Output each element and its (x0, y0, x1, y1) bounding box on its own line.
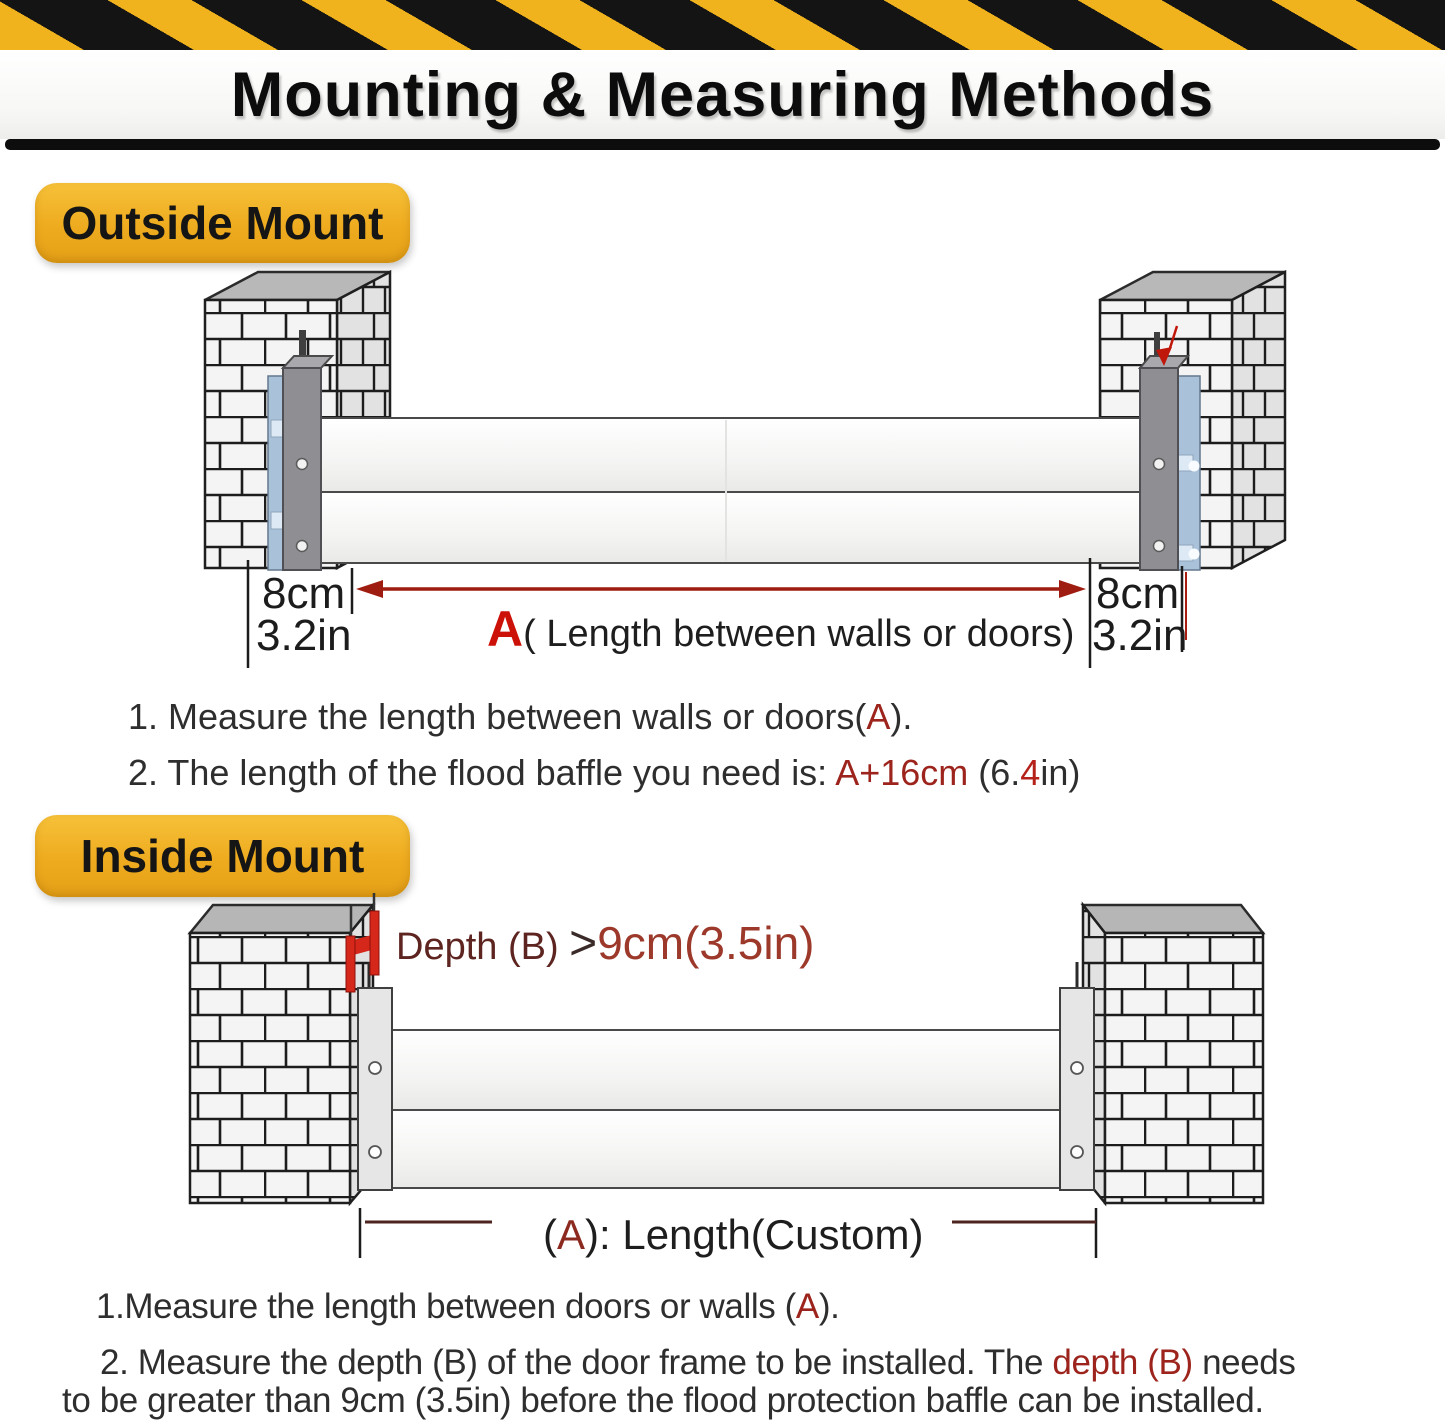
pillar-front-face (190, 933, 350, 1203)
screw-hole (1154, 541, 1165, 552)
length-label-A: A (557, 1211, 586, 1258)
inside-step-2-depth: depth (B) (1052, 1343, 1193, 1382)
rail-bolt (1189, 549, 1200, 560)
outside-step-2-formula: A+16cm (835, 752, 969, 793)
dim-a-letter: A (487, 601, 524, 657)
flood-barrier-outside (318, 418, 1140, 563)
screw-hole (369, 1062, 381, 1074)
inside-step-2-text: 2. Measure the depth (B) of the door frame to be installed. The (100, 1343, 1053, 1382)
depth-value: 9cm(3.5in) (597, 917, 815, 969)
dimension-arrow-A (356, 580, 1086, 598)
dim-right-cm: 8cm (1096, 569, 1180, 618)
outside-step-2-text: 2. The length of the flood baffle you need is: (128, 752, 836, 793)
screw-hole (297, 459, 308, 470)
pillar-front-face (1105, 933, 1263, 1203)
dim-a-label (487, 601, 1074, 657)
screw-hole (1154, 459, 1165, 470)
dim-left-in: 3.2in (256, 611, 352, 660)
inside-channel-right (1060, 962, 1094, 1190)
outside-step-1-A: A (866, 696, 891, 737)
outside-step-2 (128, 752, 1080, 794)
flood-barrier-inside (392, 1030, 1060, 1188)
outside-step-1 (128, 696, 912, 738)
arrowhead-left (356, 580, 383, 598)
dim-a-text: ( Length between walls or doors) (523, 613, 1075, 655)
outside-step-2-mid: (6. (968, 752, 1021, 793)
length-label (543, 1211, 923, 1258)
screw-hole (1071, 1062, 1083, 1074)
outside-mount-badge-label: Outside Mount (61, 197, 384, 249)
depth-label-text: Depth (B) (396, 926, 570, 968)
pillar-top-face (1083, 905, 1263, 933)
dim-right-in: 3.2in (1092, 611, 1188, 660)
screw-hole (369, 1146, 381, 1158)
greater-than-sign: > (569, 917, 598, 970)
length-label-post: ): Length(Custom) (585, 1211, 924, 1258)
inside-step-2-line-2 (62, 1381, 1264, 1421)
outside-mount-diagram (205, 272, 1285, 668)
outside-step-2-end: in) (1040, 752, 1081, 793)
outside-step-2-digit: 4 (1020, 752, 1041, 793)
inside-step-2-continued: to be greater than 9cm (3.5in) before the flood protection baffle can be installed. (62, 1381, 1264, 1420)
inside-channel-left (358, 962, 392, 1190)
depth-label (396, 917, 815, 970)
pillar-top-face (190, 905, 373, 933)
inside-right-pillar (1083, 905, 1263, 1203)
dim-left-cm: 8cm (262, 569, 346, 618)
rail-bolt (1189, 461, 1200, 472)
screw-hole (1071, 1146, 1083, 1158)
inside-step-2-end: needs (1192, 1343, 1296, 1382)
arrowhead-right (1059, 580, 1086, 598)
inside-step-1-end: ). (818, 1287, 840, 1326)
inside-step-1-A: A (795, 1287, 819, 1326)
page-title: Mounting & Measuring Methods (230, 59, 1215, 130)
inside-step-2-line-1 (100, 1343, 1295, 1383)
length-label-pre: ( (543, 1211, 557, 1258)
inside-step-1-text: 1.Measure the length between doors or walls ( (96, 1287, 796, 1326)
pillar-side-face (1232, 272, 1285, 568)
outside-step-1-text: 1. Measure the length between walls or doors( (128, 696, 867, 737)
screw-hole (297, 541, 308, 552)
inside-step-1 (96, 1287, 839, 1327)
outside-step-1-end: ). (890, 696, 913, 737)
inside-mount-badge-label: Inside Mount (80, 830, 365, 882)
inside-mount-diagram (190, 893, 1263, 1258)
